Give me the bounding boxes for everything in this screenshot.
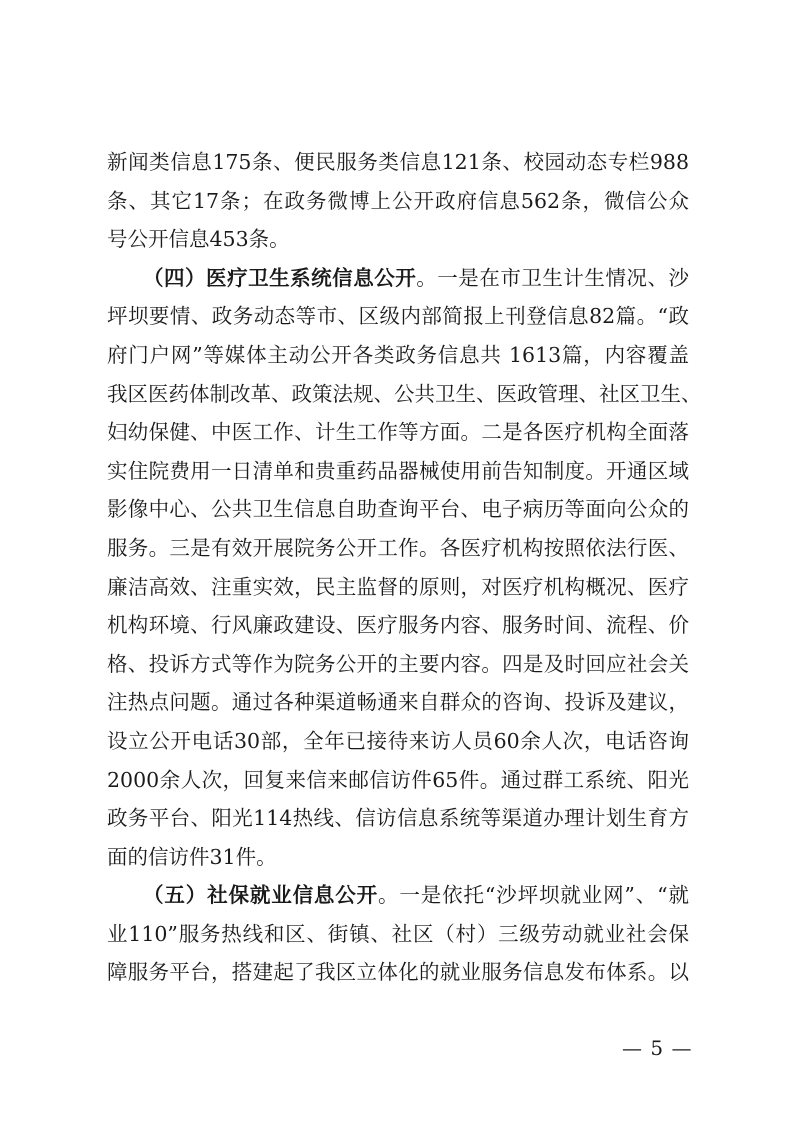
- page-number: — 5 —: [622, 1036, 693, 1060]
- paragraph-start-line: [107, 876, 689, 915]
- text-line: 号公开信息453条。: [107, 227, 290, 252]
- section-heading-social-security: （五）社保就业信息公开: [143, 883, 379, 908]
- text-line: 我区医药体制改革、政策法规、公共卫生、医政管理、社区卫生、: [107, 381, 702, 406]
- text-line: 机构环境、行风廉政建设、医疗服务内容、服务时间、流程、价: [107, 613, 689, 638]
- document-body: [107, 143, 702, 992]
- paragraph-start-line: [107, 259, 689, 298]
- text-line: 条、其它17条；在政务微博上公开政府信息562条，微信公众: [107, 188, 689, 213]
- text-line: 设立公开电话30部，全年已接待来访人员60余人次，电话咨询: [107, 728, 689, 753]
- text-line: 新闻类信息175条、便民服务类信息121条、校园动态专栏988: [107, 150, 689, 174]
- text-line: 。一是在市卫生计生情况、沙: [416, 265, 690, 290]
- text-line: 面的信访件31件。: [107, 844, 277, 869]
- text-line: 政务平台、阳光114热线、信访信息系统等渠道办理计划生育方: [107, 806, 689, 831]
- text-line: 2000余人次，回复来信来邮信访件65件。通过群工系统、阳光: [107, 767, 689, 792]
- text-line: 服务。三是有效开展院务公开工作。各医疗机构按照依法行医、: [107, 535, 689, 560]
- text-line: 障服务平台，搭建起了我区立体化的就业服务信息发布体系。以: [107, 960, 689, 985]
- text-line: 府门户网”等媒体主动公开各类政务信息共 1613篇，内容覆盖: [107, 342, 689, 367]
- text-line: 坪坝要情、政务动态等市、区级内部简报上刊登信息82篇。“政: [107, 304, 689, 329]
- text-line: 妇幼保健、中医工作、计生工作等方面。二是各医疗机构全面落: [107, 420, 689, 445]
- text-line: 影像中心、公共卫生信息自助查询平台、电子病历等面向公众的: [107, 497, 689, 522]
- text-line: 注热点问题。通过各种渠道畅通来自群众的咨询、投诉及建议，: [107, 690, 689, 715]
- text-line: 格、投诉方式等作为院务公开的主要内容。四是及时回应社会关: [107, 651, 689, 676]
- text-line: 业110”服务热线和区、街镇、社区（村）三级劳动就业社会保: [107, 921, 689, 946]
- section-heading-medical: （四）医疗卫生系统信息公开: [143, 265, 417, 290]
- text-line: 廉洁高效、注重实效，民主监督的原则，对医疗机构概况、医疗: [107, 574, 689, 599]
- text-line: 。一是依托“沙坪坝就业网”、“就: [378, 883, 689, 908]
- text-line: 实住院费用一日清单和贵重药品器械使用前告知制度。开通区域: [107, 458, 689, 483]
